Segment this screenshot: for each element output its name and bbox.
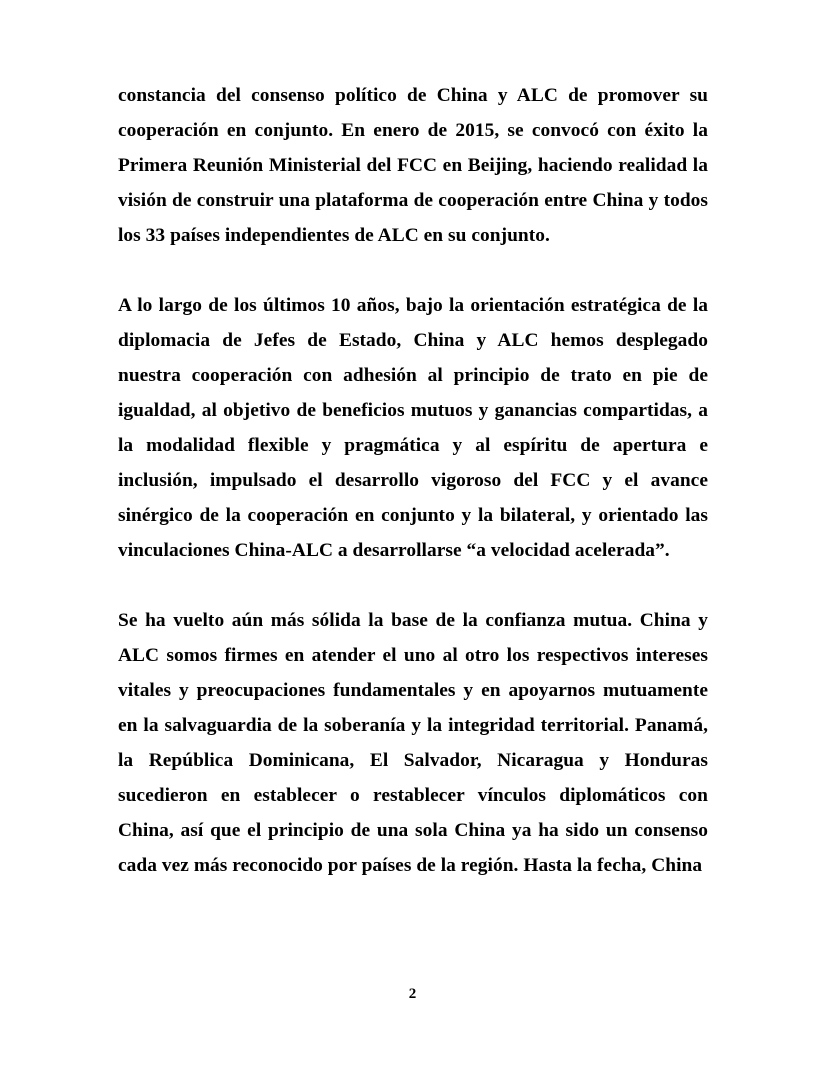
paragraph-1: constancia del consenso político de China y ALC de promover su cooperación en conjunto. En enero de 2015, se convocó con éxito la Primera Reunión Ministerial del FCC en Beijing, haciendo realidad la visión de construir una plataforma de cooperación entre China y todos los 33 países independientes de ALC en su conjunto. — [118, 85, 708, 246]
body-text-column — [118, 78, 708, 883]
page-number: 2 — [408, 986, 417, 1002]
paragraph-2: A lo largo de los últimos 10 años, bajo la orientación estratégica de la diplomacia de Jefes de Estado, China y ALC hemos desplegado nuestra cooperación con adhesión al principio de trato en pie de igualdad, al objetivo de beneficios mutuos y ganancias compartidas, a la modalidad flexible y pragmática y al espíritu de apertura e inclusión, impulsado el desarrollo vigoroso del FCC y el avance sinérgico de la cooperación en conjunto y la bilateral, y orientado las vinculaciones China-ALC a desarrollarse “a velocidad acelerada”. — [118, 295, 708, 561]
paragraph-3: Se ha vuelto aún más sólida la base de la confianza mutua. China y ALC somos firmes en atender el uno al otro los respectivos intereses vitales y preocupaciones fundamentales y en apoyarnos mutuamente en la salvaguardia de la soberanía y la integridad territorial. Panamá, la República Dominicana, El Salvador, Nicaragua y Honduras sucedieron en establecer o restablecer vínculos diplomáticos con China, así que el principio de una sola China ya ha sido un consenso cada vez más reconocido por países de la región. Hasta la fecha, China — [118, 610, 708, 876]
